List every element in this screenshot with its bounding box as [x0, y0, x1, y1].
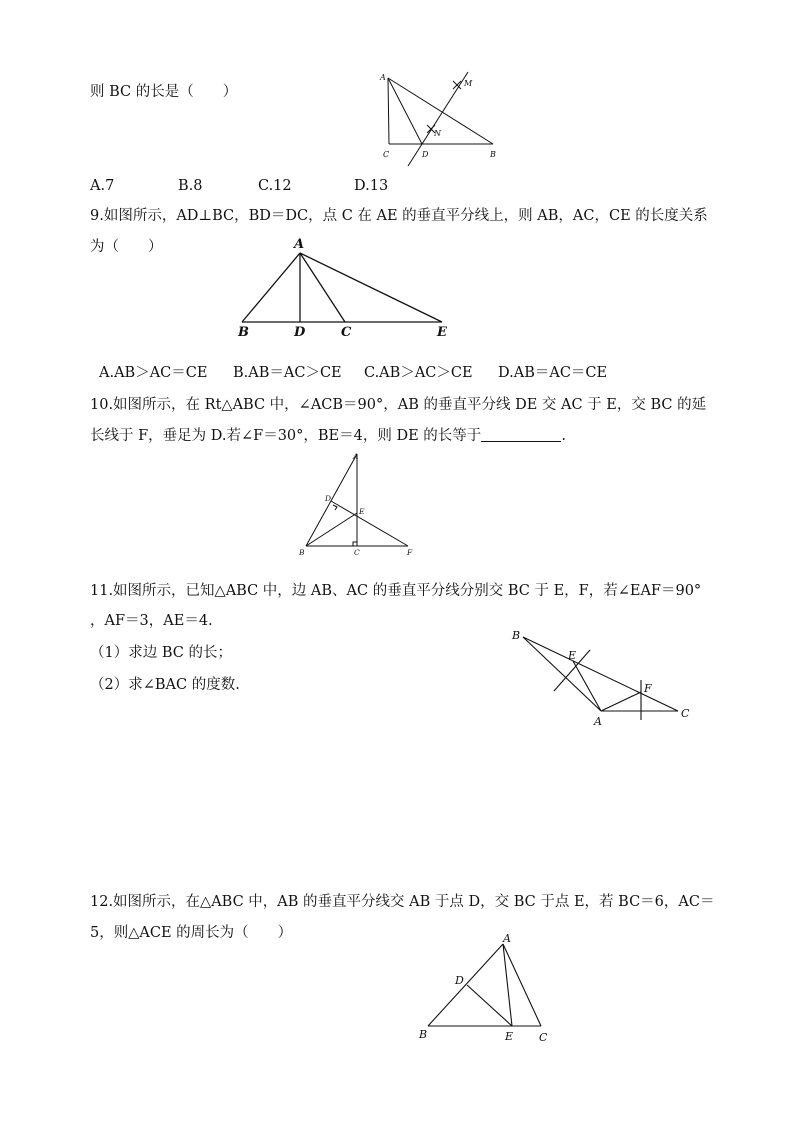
q10-label-d: D — [325, 494, 332, 503]
q9-label-a: A — [294, 237, 305, 252]
q9-line1: 9.如图所示，AD⊥BC，BD＝DC，点 C 在 AE 的垂直平分线上，则 AB，AC，CE 的长度关系 — [90, 208, 708, 224]
q12-line2: 5，则△ACE 的周长为（ ） — [90, 925, 293, 941]
q12-figure — [412, 928, 562, 1050]
q10-label-b: B — [299, 548, 305, 557]
q9-label-d: D — [294, 325, 306, 340]
q9-option-d: D.AB＝AC＝CE — [498, 365, 608, 381]
q10-line2-end: . — [561, 428, 566, 444]
q9-label-b: B — [238, 325, 249, 340]
q8-label-n: N — [434, 129, 441, 138]
q11-label-b: B — [512, 629, 521, 642]
q12-label-c: C — [539, 1031, 548, 1044]
q12-line1: 12.如图所示，在△ABC 中，AB 的垂直平分线交 AB 于点 D，交 BC 于点 E，若 BC＝6，AC＝ — [90, 894, 715, 910]
q9-figure — [232, 232, 458, 344]
q8-figure — [372, 68, 512, 172]
q8-option-d: D.13 — [354, 178, 389, 194]
q10-label-f: F — [407, 548, 413, 557]
q8-label-a: A — [380, 73, 386, 82]
q8-label-m: M — [464, 79, 473, 88]
q11-part1: （1）求边 BC 的长； — [90, 645, 232, 661]
q11-figure — [506, 624, 702, 732]
q9-option-b: B.AB＝AC＞CE — [233, 365, 342, 381]
q11-label-f: F — [644, 682, 652, 695]
q12-label-d: D — [455, 974, 464, 987]
q8-label-c: C — [383, 150, 390, 159]
q8-label-b: B — [490, 150, 496, 159]
q10-label-e: E — [359, 507, 365, 516]
q9-option-c: C.AB＞AC＞CE — [364, 365, 473, 381]
q10-line2 — [90, 426, 566, 446]
q9-option-a: A.AB＞AC＝CE — [99, 365, 208, 381]
q11-part2: （2）求∠BAC 的度数. — [90, 677, 240, 693]
q10-line1: 10.如图所示，在 Rt△ABC 中，∠ACB＝90°，AB 的垂直平分线 DE 交 AC 于 E，交 BC 的延 — [90, 397, 707, 413]
q11-line1: 11.如图所示，已知△ABC 中，边 AB、AC 的垂直平分线分别交 BC 于 E，F，若∠EAF＝90° — [90, 583, 702, 599]
q10-answer-blank[interactable] — [481, 427, 561, 442]
q11-line2: ，AF＝3，AE＝4. — [90, 613, 213, 629]
q10-label-a: A — [353, 452, 359, 461]
q8-stem: 则 BC 的长是（ ） — [90, 84, 238, 100]
q11-label-a: A — [594, 715, 602, 728]
q11-label-c: C — [681, 707, 690, 720]
q10-figure — [296, 448, 420, 560]
q8-option-c: C.12 — [258, 178, 292, 194]
q10-line2-text: 长线于 F，垂足为 D.若∠F＝30°，BE＝4，则 DE 的长等于 — [90, 428, 482, 444]
q8-option-b: B.8 — [178, 178, 203, 194]
q12-label-a: A — [503, 932, 511, 945]
q8-option-a: A.7 — [90, 178, 115, 194]
q10-label-c: C — [354, 548, 360, 557]
q12-label-b: B — [419, 1028, 428, 1041]
q11-label-e: E — [568, 649, 577, 662]
q9-line2: 为（ ） — [90, 239, 163, 255]
q12-label-e: E — [505, 1030, 514, 1043]
q9-label-e: E — [437, 325, 447, 340]
q8-label-d: D — [422, 150, 429, 159]
q9-label-c: C — [341, 325, 352, 340]
